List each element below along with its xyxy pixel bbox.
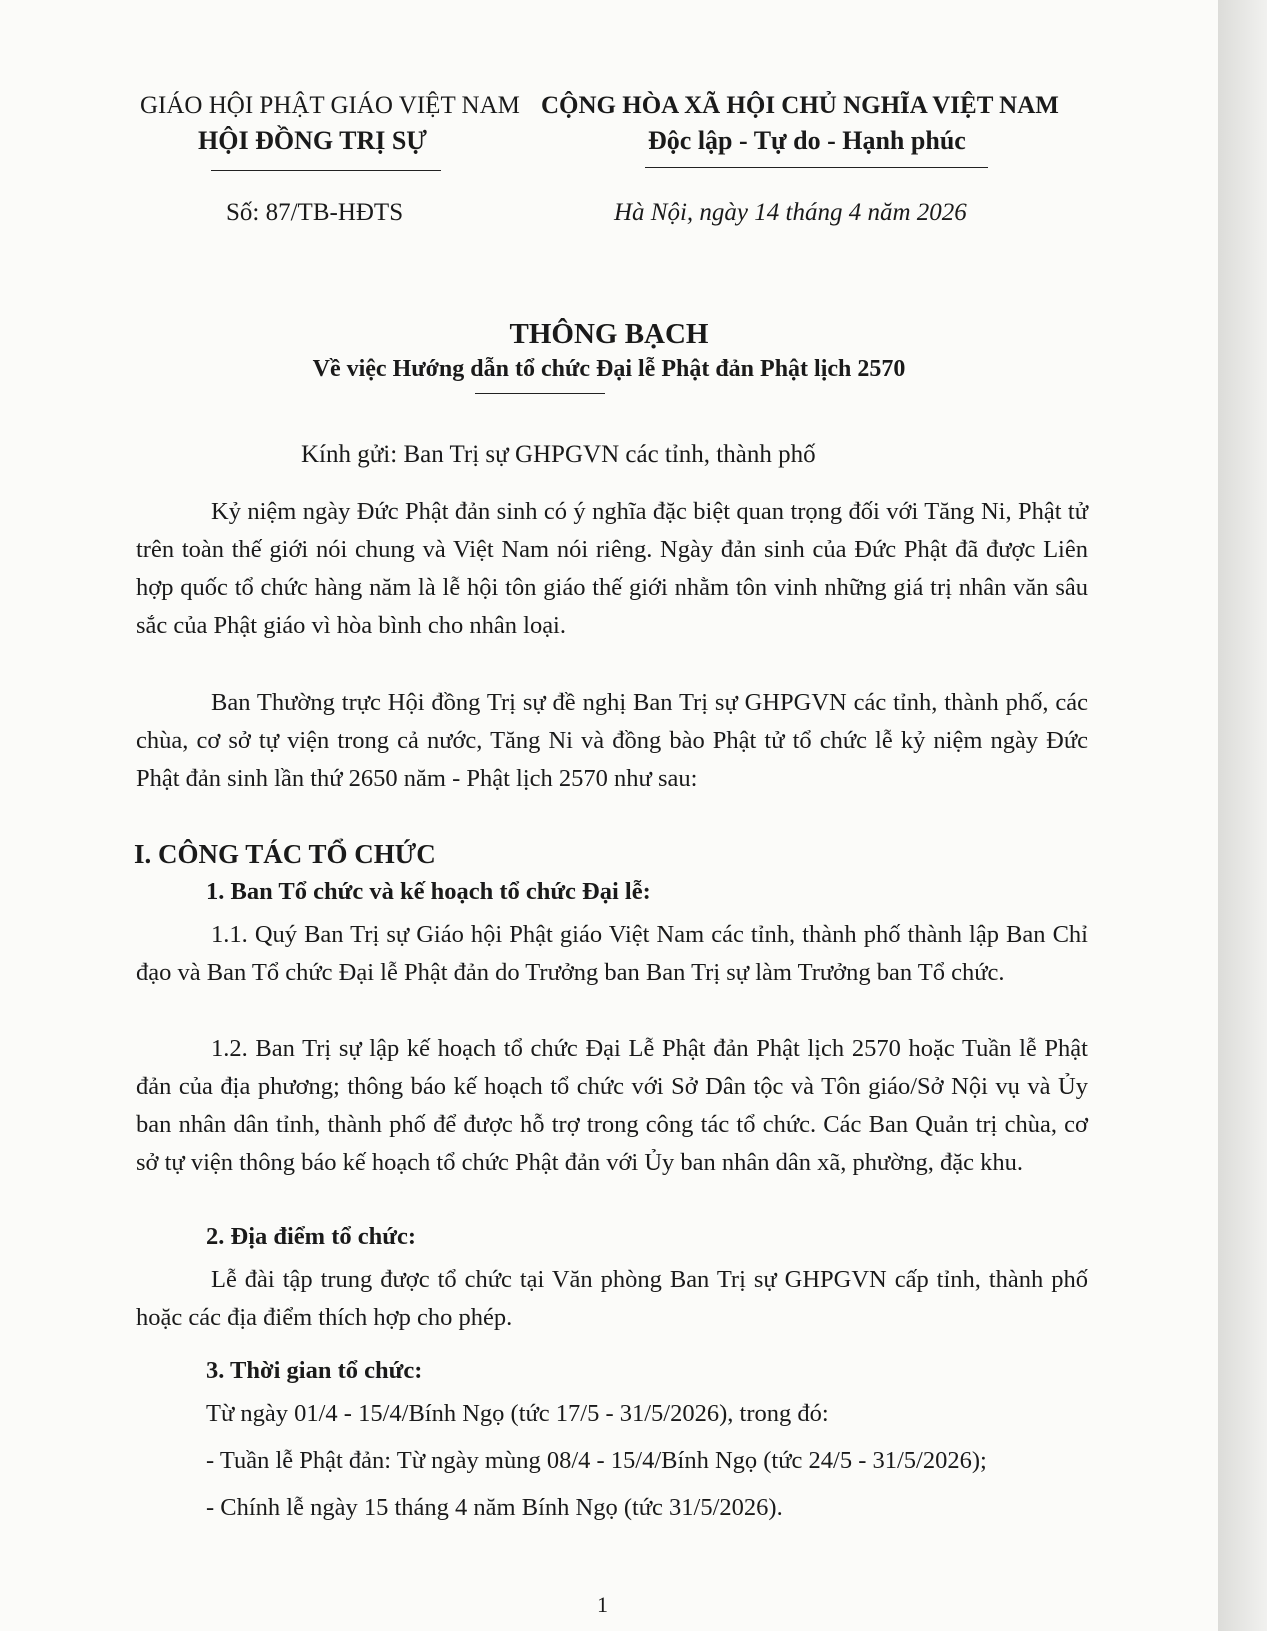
document-number: Số: 87/TB-HĐTS <box>226 199 404 226</box>
section-heading: I. CÔNG TÁC TỔ CHỨC <box>134 839 436 869</box>
item2-paragraph: Lễ đài tập trung được tổ chức tại Văn phòng Ban Trị sự GHPGVN cấp tỉnh, thành phố hoặc các địa điểm thích hợp cho phép. <box>136 1266 1088 1331</box>
nation-name: CỘNG HÒA XÃ HỘI CHỦ NGHĨA VIỆT NAM <box>541 92 1059 119</box>
org-name: GIÁO HỘI PHẬT GIÁO VIỆT NAM <box>140 92 520 119</box>
request-paragraph: Ban Thường trực Hội đồng Trị sự đề nghị Ban Trị sự GHPGVN các tỉnh, thành phố, các chùa, cơ sở tự viện trong cả nước, Tăng Ni và đồng bào Phật tử tổ chức lễ kỷ niệm ngày Đức Phật đản sinh lần thứ 2650 năm - Phật lịch 2570 như sau: <box>136 689 1088 792</box>
council-name: HỘI ĐỒNG TRỊ SỰ <box>198 126 427 155</box>
page-edge <box>1218 0 1267 1631</box>
item1-2-paragraph: 1.2. Ban Trị sự lập kế hoạch tổ chức Đại Lễ Phật đản Phật lịch 2570 hoặc Tuần lễ Phật đản của địa phương; thông báo kế hoạch tổ chức với Sở Dân tộc và Tôn giáo/Sở Nội vụ và Ủy ban nhân dân tỉnh, thành phố để được hỗ trợ trong công tác tổ chức. Các Ban Quản trị chùa, cơ sở tự viện thông báo kế hoạch tổ chức Phật đản với Ủy ban nhân dân xã, phường, đặc khu. <box>136 1035 1088 1176</box>
document-subtitle: Về việc Hướng dẫn tổ chức Đại lễ Phật đản Phật lịch 2570 <box>312 356 906 382</box>
item1-1-paragraph: 1.1. Quý Ban Trị sự Giáo hội Phật giáo Việt Nam các tỉnh, thành phố thành lập Ban Chỉ đạo và Ban Tổ chức Đại lễ Phật đản do Trưởng ban Ban Trị sự làm Trưởng ban Tổ chức. <box>136 921 1088 986</box>
header-right-underline <box>645 167 988 168</box>
nation-motto: Độc lập - Tự do - Hạnh phúc <box>648 126 966 155</box>
header-left-underline <box>211 170 441 171</box>
document-date: Hà Nội, ngày 14 tháng 4 năm 2026 <box>614 199 967 226</box>
document-title: THÔNG BẠCH <box>509 318 709 350</box>
item3-line: - Chính lễ ngày 15 tháng 4 năm Bính Ngọ (tức 31/5/2026). <box>206 1494 783 1521</box>
recipient-line: Kính gửi: Ban Trị sự GHPGVN các tỉnh, thành phố <box>301 441 816 468</box>
item2-heading: 2. Địa điểm tổ chức: <box>206 1223 416 1250</box>
intro-paragraph: Kỷ niệm ngày Đức Phật đản sinh có ý nghĩa đặc biệt quan trọng đối với Tăng Ni, Phật tử trên toàn thế giới nói chung và Việt Nam nói riêng. Ngày đản sinh của Đức Phật đã được Liên hợp quốc tổ chức hàng năm là lễ hội tôn giáo thế giới nhằm tôn vinh những giá trị nhân văn sâu sắc của Phật giáo vì hòa bình cho nhân loại. <box>136 498 1088 639</box>
item1-heading: 1. Ban Tổ chức và kế hoạch tổ chức Đại lễ: <box>206 878 651 905</box>
subtitle-underline <box>475 393 605 394</box>
page-number: 1 <box>597 1592 608 1617</box>
item3-line: - Tuần lễ Phật đản: Từ ngày mùng 08/4 - 15/4/Bính Ngọ (tức 24/5 - 31/5/2026); <box>206 1447 987 1474</box>
item3-line: Từ ngày 01/4 - 15/4/Bính Ngọ (tức 17/5 - 31/5/2026), trong đó: <box>206 1400 829 1427</box>
item3-heading: 3. Thời gian tổ chức: <box>206 1357 423 1384</box>
